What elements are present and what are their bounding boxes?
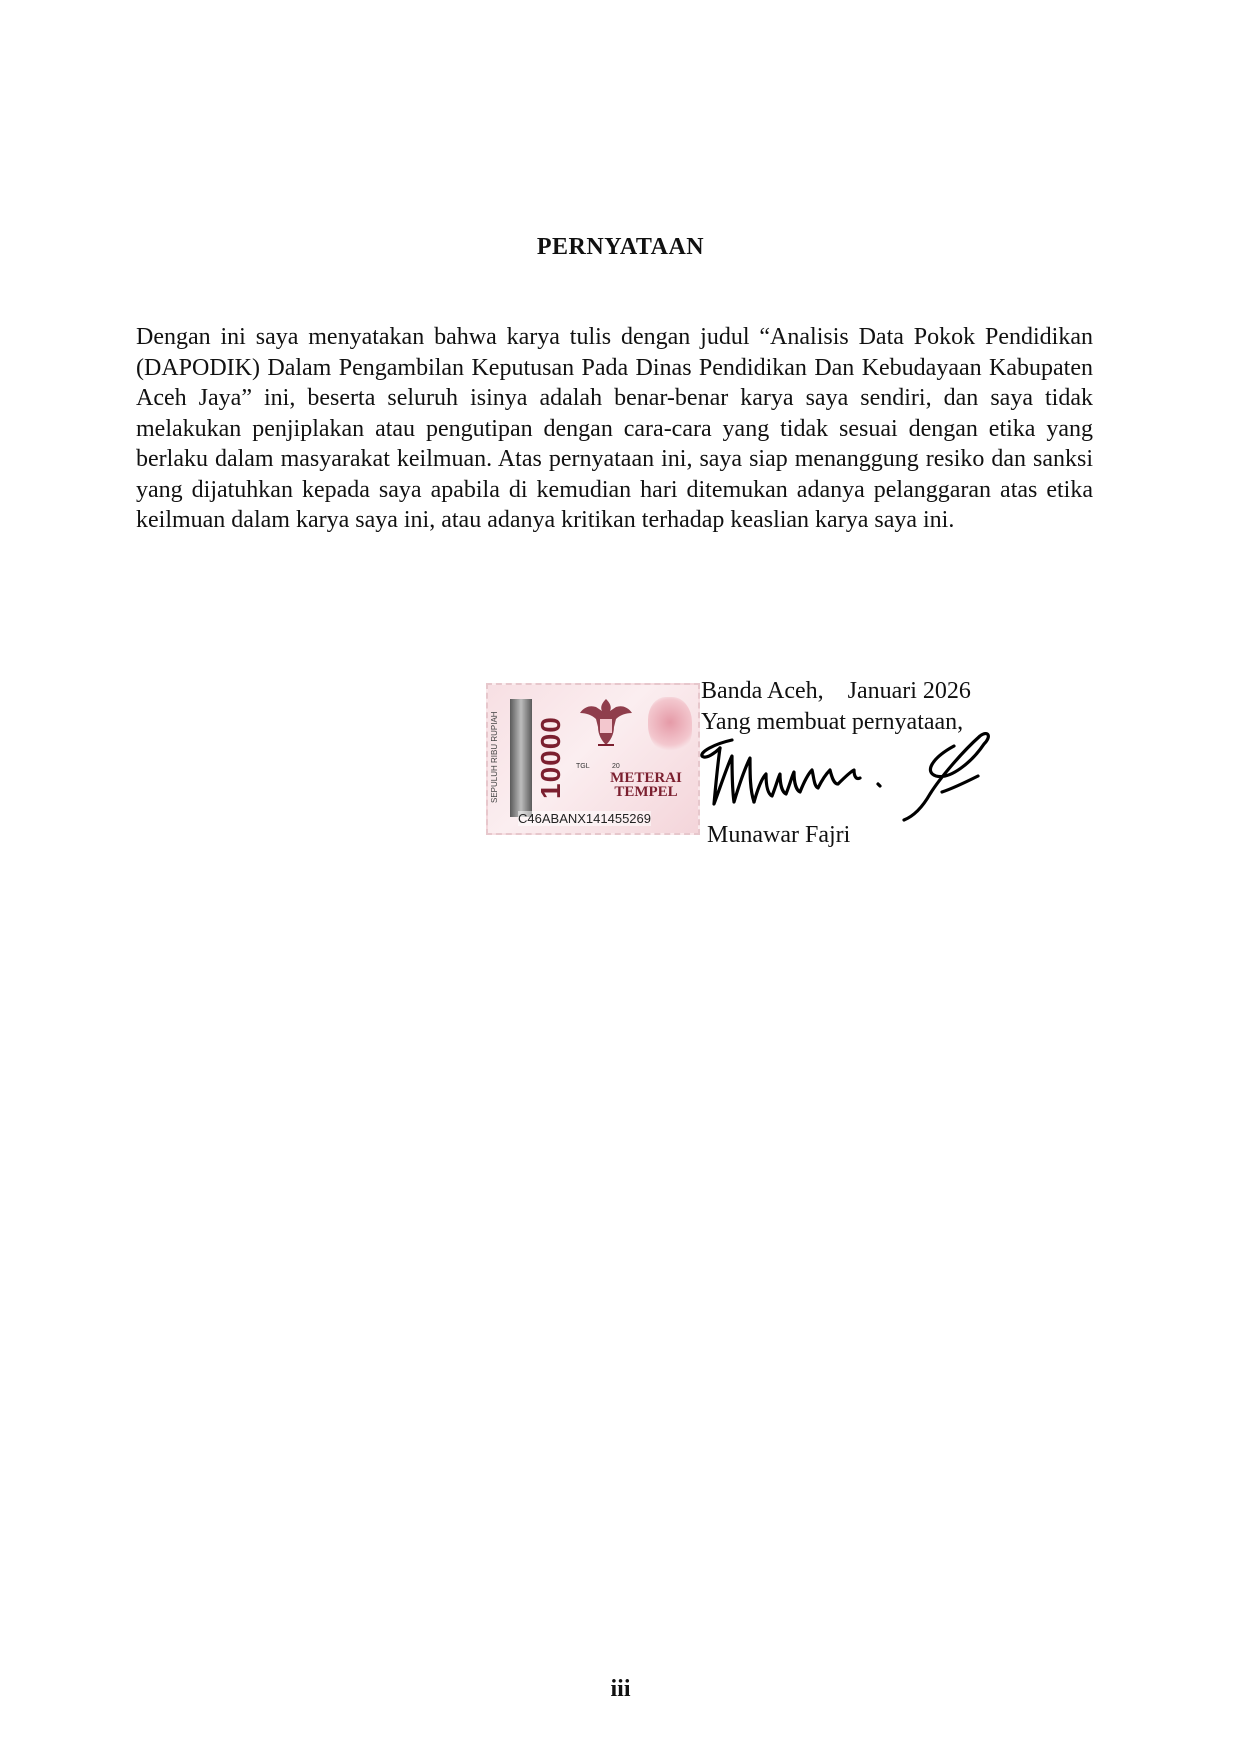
stamp-serial: C46ABANX141455269 <box>518 811 651 826</box>
page-title: PERNYATAAN <box>536 234 705 260</box>
statement-paragraph: Dengan ini saya menyatakan bahwa karya tulis dengan judul “Analisis Data Pokok Pendidikan (DAPODIK) Dalam Pengambilan Keputusan Pada Dinas Pendidikan Dan Kebudayaan Kabupaten Aceh Jaya” ini, beserta seluruh isinya adalah benar-benar karya saya sendiri, dan saya tidak melakukan penjiplakan atau pengutipan dengan cara-cara yang tidak sesuai dengan etika yang berlaku dalam masyarakat keilmuan. Atas pernyataan ini, saya siap menanggung resiko dan sanksi yang dijatuhkan kepada saya apabila di kemudian hari ditemukan adanya pelanggaran atas etika keilmuan dalam karya saya ini, atau adanya kritikan terhadap keaslian karya saya ini. <box>136 324 1093 533</box>
page-number: iii <box>610 1676 631 1702</box>
maker-label: Yang membuat pernyataan, <box>701 709 964 735</box>
garuda-emblem-icon <box>576 693 636 751</box>
stamp-label: METERAI TEMPEL <box>610 770 682 800</box>
stamp-hologram-bar <box>510 699 532 817</box>
stamp-date-value: 20 <box>612 763 620 770</box>
stamp-value: 10000 <box>535 716 566 800</box>
place-date: Banda Aceh, Januari 2026 <box>701 678 971 704</box>
handwritten-signature-icon <box>692 722 1010 830</box>
signer-name: Munawar Fajri <box>707 822 851 848</box>
meterai-stamp <box>486 683 700 835</box>
stamp-side-text: SEPULUH RIBU RUPIAH <box>490 711 499 803</box>
stamp-rose-pattern <box>648 697 692 753</box>
stamp-date-label: TGL <box>576 763 590 770</box>
